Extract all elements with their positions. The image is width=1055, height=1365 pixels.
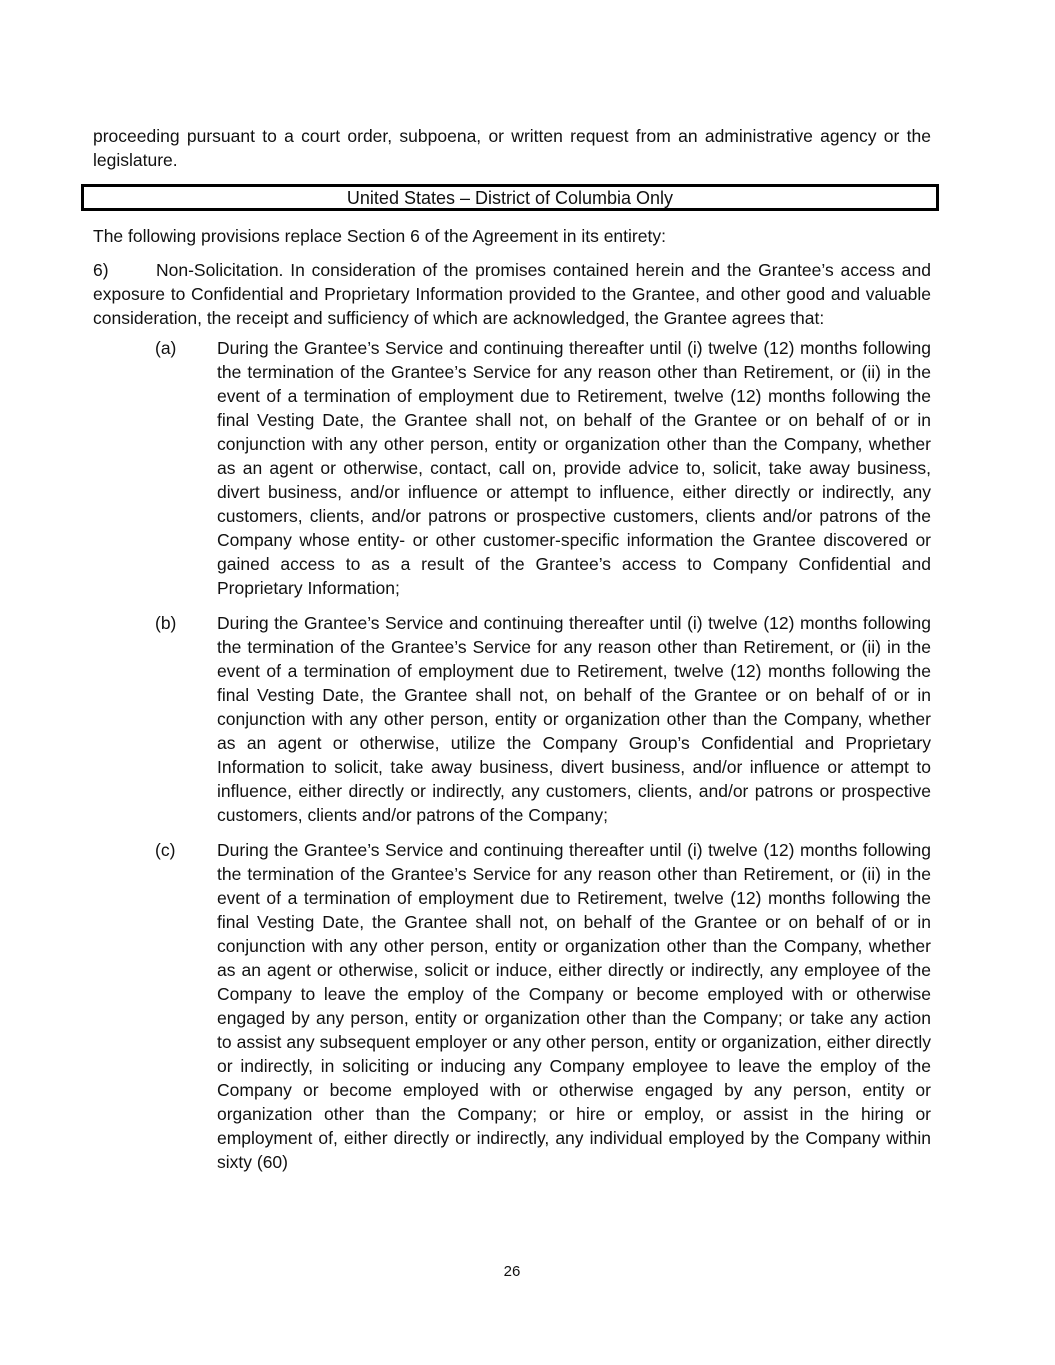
continuation-paragraph: proceeding pursuant to a court order, subpoena, or written request from an administrative agency or the legislature. [93,126,931,170]
clause-list [93,336,931,1174]
intro-paragraph: The following provisions replace Section 6 of the Agreement in its entirety: [93,226,666,246]
section-6-paragraph [93,258,931,330]
clause-item [93,336,931,600]
clause-label: (a) [155,338,177,358]
clause-label: (c) [155,840,176,860]
section-text: In consideration of the promises contained herein and the Grantee’s access and exposure to Confidential and Proprietary Information provided to the Grantee, and other good and valuable consideration, the receipt and sufficiency of which are acknowledged, the Grantee agrees that: [93,260,931,328]
clause-label: (b) [155,613,177,633]
clause-item [93,838,931,1174]
clause-text: During the Grantee’s Service and continuing thereafter until (i) twelve (12) months following the termination of the Grantee’s Service for any reason other than Retirement, or (ii) in the event of a termination of employment due to Retirement, twelve (12) months following the final Vesting Date, the Grantee shall not, on behalf of the Grantee or on behalf of or in conjunction with any other person, entity or organization other than the Company, whether as an agent or otherwise, contact, call on, provide advice to, solicit, take away business, divert business, and/or influence or attempt to influence, either directly or indirectly, any customers, clients, and/or patrons or prospective customers, clients and/or patrons of the Company whose entity- or other customer-specific information the Grantee discovered or gained access to as a result of the Grantee’s access to Company Confidential and Proprietary Information; [217,338,931,598]
clause-item [93,611,931,827]
document-page [93,124,931,1185]
clause-text: During the Grantee’s Service and continuing thereafter until (i) twelve (12) months following the termination of the Grantee’s Service for any reason other than Retirement, or (ii) in the event of a termination of employment due to Retirement, twelve (12) months following the final Vesting Date, the Grantee shall not, on behalf of the Grantee or on behalf of or in conjunction with any other person, entity or organization other than the Company, whether as an agent or otherwise, utilize the Company Group’s Confidential and Proprietary Information to solicit, take away business, divert business, and/or influence or attempt to influence, either directly or indirectly, any customers, clients, and/or patrons or prospective customers, clients and/or patrons of the Company; [217,613,931,825]
section-title: Non-Solicitation. [156,260,284,280]
section-number: 6) [93,260,109,280]
page-number: 26 [503,1263,521,1280]
clause-text: During the Grantee’s Service and continuing thereafter until (i) twelve (12) months following the termination of the Grantee’s Service for any reason other than Retirement, or (ii) in the event of a termination of employment due to Retirement, twelve (12) months following the final Vesting Date, the Grantee shall not, on behalf of the Grantee or on behalf of or in conjunction with any other person, entity or organization other than the Company, whether as an agent or otherwise, solicit or induce, either directly or indirectly, any employee of the Company to leave the employ of the Company or become employed with or otherwise engaged by any person, entity or organization other than the Company; or take any action to assist any subsequent employer or any other person, entity or organization, either directly or indirectly, in soliciting or inducing any Company employee to leave the employ of the Company or become employed with or otherwise engaged by any person, entity or organization other than the Company; or hire or employ, or assist in the hiring or employment of, either directly or indirectly, any individual employed by the Company within sixty (60) [217,840,931,1172]
jurisdiction-banner: United States – District of Columbia Only [81,184,939,211]
